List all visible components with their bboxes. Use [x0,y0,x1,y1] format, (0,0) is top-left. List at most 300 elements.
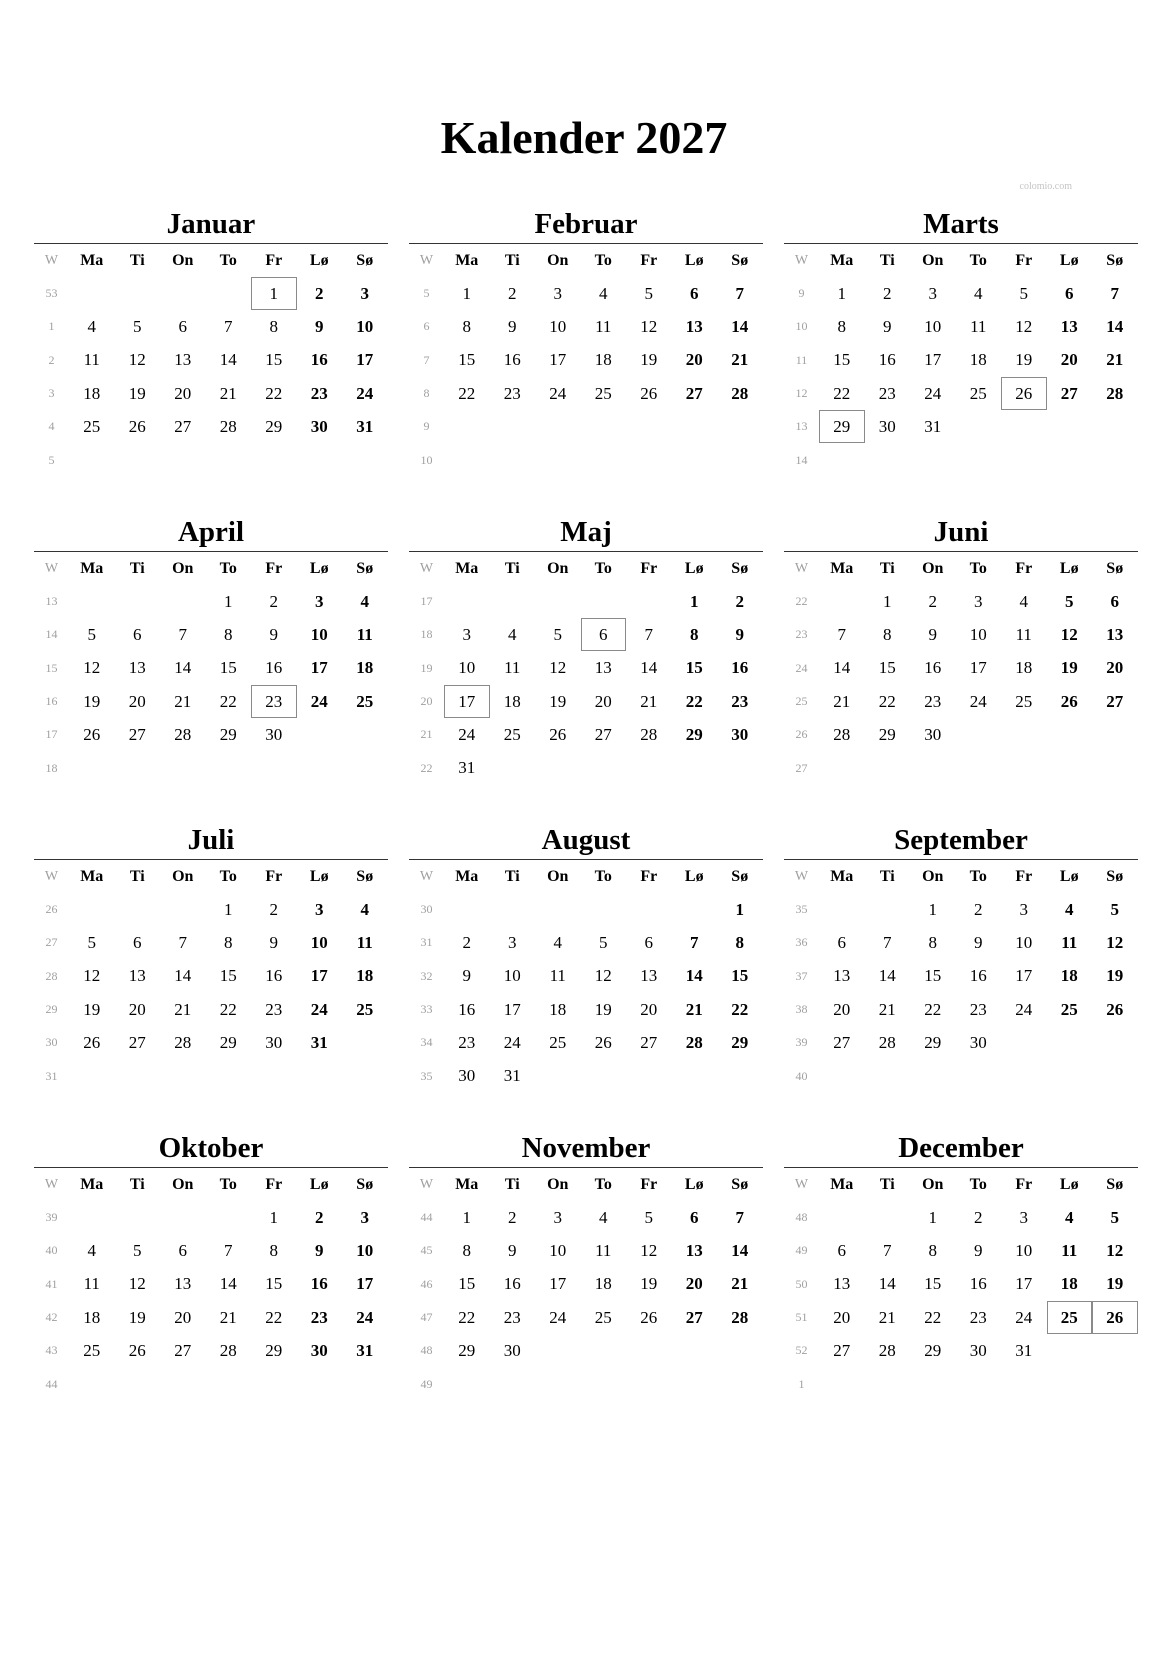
week-row [784,585,1138,618]
day-cell: 30 [458,1066,476,1086]
day-cell: 5 [644,283,653,303]
day-empty [865,1201,911,1234]
day-cell: 24 [969,691,987,711]
weekday-label: Ti [504,251,520,269]
day-empty [160,752,206,785]
weekday-label: Ma [830,251,854,269]
day-cell: 13 [1106,624,1124,644]
day-cell: 5 [1110,899,1119,919]
day-empty [1047,1334,1093,1367]
day-cell: 4 [508,624,517,644]
day-cell: 25 [1060,999,1078,1019]
weekday-label: Ti [504,1175,520,1193]
week-row [34,685,388,718]
day-cell: 22 [219,999,237,1019]
week-number: 3 [48,386,55,401]
weekday-label: On [547,1175,569,1193]
day-cell: 13 [1060,316,1078,336]
week-column-label: W [794,560,809,576]
day-empty [672,410,718,443]
day-cell: 5 [599,932,608,952]
day-cell: 3 [315,591,324,611]
day-empty [1001,1026,1047,1059]
day-empty [1092,1026,1138,1059]
day-cell: 4 [1019,591,1028,611]
day-cell: 8 [928,932,937,952]
day-cell: 10 [310,624,328,644]
week-row [784,310,1138,343]
weekday-label: Fr [265,559,283,577]
week-row [409,893,763,926]
weekday-header [409,552,763,585]
week-number: 46 [420,1276,433,1291]
day-cell: 30 [878,416,896,436]
weekday-header [784,860,1138,893]
day-empty [444,410,490,443]
week-column-label: W [419,1176,434,1192]
day-cell: 14 [1106,316,1124,336]
day-empty [115,893,161,926]
day-cell: 3 [928,283,937,303]
day-cell: 26 [83,724,101,744]
day-cell: 12 [128,1274,146,1294]
day-cell: 12 [1015,316,1033,336]
week-number: 20 [420,694,433,709]
week-number: 42 [45,1310,58,1325]
week-row [34,718,388,751]
day-cell: 4 [360,591,369,611]
day-empty [956,410,1002,443]
day-cell: 20 [1106,658,1124,678]
day-cell: 26 [1001,377,1047,410]
week-row [409,718,763,751]
day-empty [865,1368,911,1401]
day-empty [1047,752,1093,785]
day-cell: 8 [224,932,233,952]
day-cell: 31 [356,416,374,436]
day-empty [160,893,206,926]
day-empty [672,752,718,785]
day-empty [865,1060,911,1093]
week-row [409,585,763,618]
day-empty [1092,1368,1138,1401]
day-empty [626,893,672,926]
weekday-label: Fr [640,559,658,577]
week-number: 48 [795,1210,808,1225]
day-empty [1092,1060,1138,1093]
day-cell: 10 [458,658,476,678]
day-empty [1092,444,1138,477]
week-row [784,1268,1138,1301]
week-number: 36 [795,935,808,950]
day-cell: 1 [690,591,699,611]
day-cell: 7 [224,1240,233,1260]
day-cell: 28 [640,724,658,744]
day-cell: 19 [1060,658,1078,678]
weekday-label: Lø [1059,867,1079,885]
weekday-label: On [172,867,194,885]
day-cell: 23 [310,1307,328,1327]
day-cell: 11 [83,350,100,370]
week-row [34,344,388,377]
day-empty [342,1060,388,1093]
week-number: 39 [45,1210,58,1225]
week-number: 11 [795,352,808,367]
day-cell: 3 [553,283,562,303]
day-cell: 9 [508,1240,517,1260]
month-block [784,821,1138,1129]
week-row [34,410,388,443]
day-empty [490,893,536,926]
month-block [34,1129,388,1437]
day-cell: 5 [644,1207,653,1227]
day-empty [1092,1334,1138,1367]
day-cell: 6 [1065,283,1074,303]
day-empty [115,1201,161,1234]
weekday-label: To [219,559,237,577]
day-cell: 31 [503,1066,521,1086]
day-cell: 6 [690,283,699,303]
week-number: 53 [45,286,58,301]
day-cell: 17 [356,350,374,370]
weekday-label: Fr [1015,867,1033,885]
day-cell: 4 [599,1207,608,1227]
week-number: 1 [798,1376,805,1391]
day-cell: 4 [360,899,369,919]
weekday-label: To [219,251,237,269]
day-empty [672,444,718,477]
week-number: 12 [795,386,808,401]
day-empty [206,1201,252,1234]
weekday-label: Ma [80,559,104,577]
day-cell: 4 [87,1240,96,1260]
day-empty [69,893,115,926]
day-cell: 3 [462,624,471,644]
day-cell: 28 [833,724,851,744]
day-cell: 24 [1015,999,1033,1019]
weekday-label: Ti [129,867,145,885]
day-cell: 12 [1060,624,1078,644]
day-empty [717,1060,763,1093]
day-cell: 21 [878,999,896,1019]
day-cell: 23 [310,383,328,403]
day-cell: 22 [458,1307,476,1327]
weekday-label: On [922,1175,944,1193]
day-cell: 23 [503,383,521,403]
day-cell: 28 [174,1032,192,1052]
day-cell: 11 [1061,1240,1078,1260]
day-empty [910,752,956,785]
day-cell: 11 [356,932,373,952]
weekday-label: On [172,559,194,577]
day-cell: 5 [1065,591,1074,611]
day-cell: 16 [503,350,521,370]
day-cell: 30 [310,1340,328,1360]
day-empty [910,444,956,477]
day-cell: 7 [224,316,233,336]
day-cell: 18 [83,383,101,403]
day-cell: 9 [883,316,892,336]
week-row [784,993,1138,1026]
day-empty [626,410,672,443]
day-cell: 6 [178,1240,187,1260]
week-row [409,1026,763,1059]
week-number: 47 [420,1310,433,1325]
weekday-label: Ma [455,559,479,577]
day-cell: 3 [315,899,324,919]
week-number: 1 [48,319,55,334]
day-empty [490,1368,536,1401]
day-empty [865,752,911,785]
week-number: 25 [795,694,808,709]
day-cell: 3 [974,591,983,611]
week-row [409,1234,763,1267]
day-cell: 5 [87,932,96,952]
day-cell: 23 [924,691,942,711]
day-cell: 14 [174,966,192,986]
week-row [784,1026,1138,1059]
weekday-label: Sø [1106,867,1124,885]
week-number: 27 [45,935,58,950]
weekday-label: Fr [640,867,658,885]
weekday-label: Ti [504,867,520,885]
week-number: 50 [795,1276,808,1291]
day-empty [581,893,627,926]
week-row [409,443,763,476]
day-empty [115,444,161,477]
week-row [34,1201,388,1234]
day-cell: 26 [1060,691,1078,711]
week-column-label: W [419,868,434,884]
day-cell: 11 [83,1274,100,1294]
day-empty [1001,444,1047,477]
week-row [784,377,1138,410]
day-empty [251,1060,297,1093]
day-cell: 21 [1106,350,1124,370]
day-cell: 8 [690,624,699,644]
week-column-label: W [794,1176,809,1192]
day-empty [717,444,763,477]
week-column-label: W [794,868,809,884]
week-number: 27 [795,760,808,775]
week-row [34,1026,388,1059]
day-cell: 22 [731,999,749,1019]
weekday-label: Sø [731,1175,749,1193]
week-number: 6 [423,319,430,334]
day-empty [819,1368,865,1401]
weekday-label: On [547,559,569,577]
weekday-label: To [219,1175,237,1193]
day-cell: 12 [1106,932,1124,952]
day-cell: 16 [458,999,476,1019]
day-cell: 6 [837,932,846,952]
week-number: 4 [48,419,55,434]
day-cell: 8 [837,316,846,336]
week-row [409,1201,763,1234]
week-row [784,618,1138,651]
day-cell: 3 [1019,1207,1028,1227]
week-row [784,652,1138,685]
week-row [784,718,1138,751]
day-empty [1047,1368,1093,1401]
weekday-label: Sø [356,251,374,269]
weekday-label: Lø [684,559,704,577]
day-cell: 20 [685,1274,703,1294]
day-cell: 21 [685,999,703,1019]
day-cell: 12 [549,658,567,678]
day-cell: 7 [644,624,653,644]
day-empty [69,585,115,618]
weekday-label: Lø [684,1175,704,1193]
day-cell: 1 [928,899,937,919]
day-empty [342,752,388,785]
day-cell: 4 [974,283,983,303]
week-number: 43 [45,1343,58,1358]
day-cell: 13 [685,316,703,336]
day-cell: 8 [883,624,892,644]
weekday-label: Sø [356,1175,374,1193]
day-cell: 10 [310,932,328,952]
day-cell: 29 [265,1340,283,1360]
day-empty [819,585,865,618]
day-empty [69,444,115,477]
day-cell: 11 [595,1240,612,1260]
day-cell: 5 [1019,283,1028,303]
week-number: 14 [45,627,58,642]
day-empty [910,1060,956,1093]
day-cell: 27 [833,1032,851,1052]
week-number: 7 [423,352,430,367]
day-empty [251,752,297,785]
day-cell: 30 [310,416,328,436]
day-cell: 19 [128,1307,146,1327]
day-cell: 1 [928,1207,937,1227]
day-cell: 12 [128,350,146,370]
week-number: 14 [795,452,808,467]
day-empty [490,585,536,618]
weekday-label: Sø [731,867,749,885]
day-cell: 10 [549,1240,567,1260]
week-number: 30 [420,902,433,917]
day-cell: 12 [83,966,101,986]
day-cell: 30 [969,1340,987,1360]
weekday-label: Ma [80,251,104,269]
day-cell: 9 [735,624,744,644]
month-block [34,513,388,821]
day-cell: 18 [1060,966,1078,986]
month-block [34,821,388,1129]
day-empty [1092,718,1138,751]
day-cell: 24 [310,691,328,711]
weekday-label: Fr [1015,251,1033,269]
week-number: 24 [795,660,808,675]
day-cell: 21 [174,999,192,1019]
week-row [409,310,763,343]
day-cell: 20 [1060,350,1078,370]
day-cell: 22 [265,383,283,403]
day-cell: 23 [878,383,896,403]
week-number: 22 [420,760,433,775]
month-block [409,821,763,1129]
day-cell: 2 [928,591,937,611]
weekday-label: Ma [455,1175,479,1193]
day-cell: 11 [595,316,612,336]
day-cell: 12 [594,966,612,986]
day-cell: 23 [731,691,749,711]
day-cell: 1 [883,591,892,611]
day-empty [956,1368,1002,1401]
week-row [34,310,388,343]
day-cell: 29 [219,724,237,744]
day-cell: 18 [1060,1274,1078,1294]
week-number: 9 [423,419,430,434]
day-empty [342,444,388,477]
day-cell: 7 [178,932,187,952]
week-number: 38 [795,1002,808,1017]
day-cell: 17 [356,1274,374,1294]
day-empty [444,893,490,926]
week-number: 41 [45,1276,58,1291]
day-empty [956,1060,1002,1093]
week-row [34,585,388,618]
day-cell: 20 [833,999,851,1019]
week-row [34,993,388,1026]
day-cell: 6 [133,624,142,644]
day-empty [581,585,627,618]
month-block [784,205,1138,513]
day-cell: 7 [735,283,744,303]
day-cell: 9 [508,316,517,336]
day-cell: 11 [356,624,373,644]
month-name: August [541,824,631,856]
weekday-label: Lø [309,559,329,577]
week-number: 31 [45,1068,58,1083]
week-number: 5 [48,452,55,467]
weekday-header [784,244,1138,277]
week-row [409,618,763,651]
week-row [784,277,1138,310]
day-cell: 18 [503,691,521,711]
day-cell: 10 [503,966,521,986]
day-empty [626,585,672,618]
day-cell: 15 [219,966,237,986]
day-cell: 23 [251,685,297,718]
day-cell: 31 [356,1340,374,1360]
day-cell: 4 [553,932,562,952]
week-number: 17 [420,594,433,609]
weekday-label: Ti [129,1175,145,1193]
day-cell: 15 [219,658,237,678]
day-cell: 3 [360,283,369,303]
day-cell: 15 [265,1274,283,1294]
day-cell: 8 [462,1240,471,1260]
week-row [784,443,1138,476]
day-cell: 11 [1061,932,1078,952]
day-empty [717,1334,763,1367]
week-number: 2 [48,352,55,367]
weekday-label: On [922,559,944,577]
weekday-label: Lø [309,1175,329,1193]
day-cell: 15 [924,966,942,986]
week-number: 8 [423,386,430,401]
day-cell: 19 [549,691,567,711]
day-cell: 14 [878,966,896,986]
week-number: 23 [795,627,808,642]
day-cell: 5 [1110,1207,1119,1227]
weekday-label: Fr [1015,559,1033,577]
day-cell: 17 [1015,1274,1033,1294]
week-column-label: W [419,560,434,576]
